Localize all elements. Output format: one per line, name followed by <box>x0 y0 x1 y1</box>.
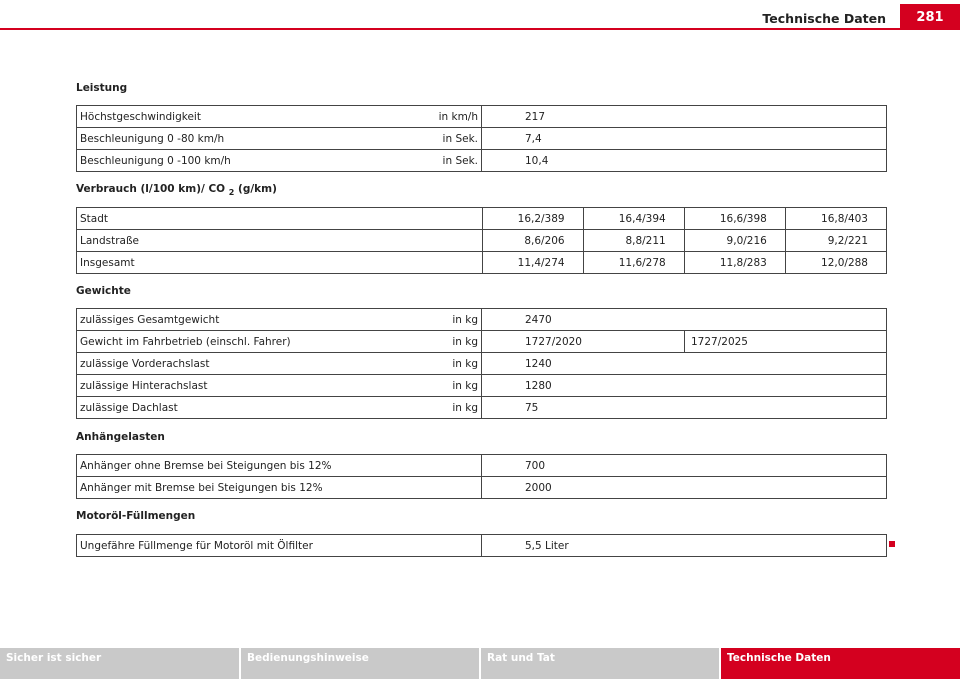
table-row <box>77 128 887 150</box>
row-value: 1280 <box>482 375 887 397</box>
row-label: Anhänger mit Bremse bei Steigungen bis 12% <box>77 477 482 499</box>
table-row <box>77 309 887 331</box>
page-title: Technische Daten <box>762 11 886 26</box>
table-gewichte <box>76 308 887 419</box>
row-value: 7,4 <box>482 128 887 150</box>
section-title-motoroel: Motoröl-Füllmengen <box>76 510 196 522</box>
table-leistung <box>76 105 887 172</box>
row-label-cell <box>77 375 482 397</box>
row-label: zulässige Hinterachslast <box>80 379 208 392</box>
row-label: Ungefähre Füllmenge für Motoröl mit Ölfilter <box>77 535 482 557</box>
row-label-cell <box>77 353 482 375</box>
row-label: Beschleunigung 0 -100 km/h <box>80 154 231 167</box>
table-row <box>77 106 887 128</box>
row-value: 9,2/221 <box>785 230 886 252</box>
section-title-verbrauch <box>76 183 277 197</box>
footer-tab-rat-und-tat[interactable]: Rat und Tat <box>481 648 719 679</box>
footer-nav <box>0 648 960 679</box>
row-label-cell <box>77 397 482 419</box>
page-number: 281 <box>900 4 960 30</box>
row-unit: in kg <box>452 401 478 414</box>
table-motoroel <box>76 534 887 557</box>
row-value: 5,5 Liter <box>482 535 887 557</box>
row-value: 1240 <box>482 353 887 375</box>
table-verbrauch <box>76 207 887 274</box>
table-row <box>77 477 887 499</box>
row-value: 16,6/398 <box>684 208 785 230</box>
row-label-cell <box>77 106 482 128</box>
row-unit: in kg <box>452 379 478 392</box>
row-label: Beschleunigung 0 -80 km/h <box>80 132 225 145</box>
row-value: 8,8/211 <box>583 230 684 252</box>
row-value: 9,0/216 <box>684 230 785 252</box>
row-label-cell <box>77 128 482 150</box>
table-row <box>77 331 887 353</box>
row-value: 217 <box>482 106 887 128</box>
verbrauch-title-main: Verbrauch (l/100 km)/ CO <box>76 183 226 195</box>
row-value: 2000 <box>482 477 887 499</box>
row-value: 16,8/403 <box>785 208 886 230</box>
row-label: Gewicht im Fahrbetrieb (einschl. Fahrer) <box>80 335 291 348</box>
table-row <box>77 535 887 557</box>
row-value: 16,2/389 <box>482 208 583 230</box>
footer-tab-bedienungshinweise[interactable]: Bedienungshinweise <box>241 648 479 679</box>
row-label: Landstraße <box>77 230 483 252</box>
row-label: zulässige Dachlast <box>80 401 178 414</box>
row-value: 11,8/283 <box>684 252 785 274</box>
row-unit: in Sek. <box>442 132 478 145</box>
table-row <box>77 208 887 230</box>
row-value: 16,4/394 <box>583 208 684 230</box>
table-row <box>77 252 887 274</box>
row-value-2: 1727/2025 <box>685 331 887 353</box>
table-row <box>77 455 887 477</box>
row-unit: in kg <box>452 357 478 370</box>
table-row <box>77 353 887 375</box>
row-label: Höchstgeschwindigkeit <box>80 110 201 123</box>
row-value: 10,4 <box>482 150 887 172</box>
row-label: zulässiges Gesamtgewicht <box>80 313 220 326</box>
verbrauch-title-sub: 2 <box>228 188 235 198</box>
row-label: Anhänger ohne Bremse bei Steigungen bis 12% <box>77 455 482 477</box>
row-label-cell <box>77 309 482 331</box>
row-value: 2470 <box>482 309 887 331</box>
table-anhaengelasten <box>76 454 887 499</box>
section-end-square-icon <box>889 541 895 547</box>
footer-tab-technische-daten[interactable]: Technische Daten <box>721 648 960 679</box>
header-rule <box>0 28 960 30</box>
section-title-leistung: Leistung <box>76 82 128 94</box>
row-value: 75 <box>482 397 887 419</box>
row-label-cell <box>77 331 482 353</box>
row-value: 12,0/288 <box>785 252 886 274</box>
footer-tab-sicher-ist-sicher[interactable]: Sicher ist sicher <box>0 648 239 679</box>
section-title-gewichte: Gewichte <box>76 285 131 297</box>
table-row <box>77 150 887 172</box>
row-value: 8,6/206 <box>482 230 583 252</box>
row-label: Insgesamt <box>77 252 483 274</box>
row-label: zulässige Vorderachslast <box>80 357 210 370</box>
row-unit: in Sek. <box>442 154 478 167</box>
row-label: Stadt <box>77 208 483 230</box>
verbrauch-title-suffix: (g/km) <box>234 183 277 195</box>
row-unit: in kg <box>452 335 478 348</box>
table-row <box>77 397 887 419</box>
row-label-cell <box>77 150 482 172</box>
table-row <box>77 375 887 397</box>
row-unit: in km/h <box>438 110 478 123</box>
table-row <box>77 230 887 252</box>
section-title-anhaengelasten: Anhängelasten <box>76 431 165 443</box>
row-value: 700 <box>482 455 887 477</box>
row-unit: in kg <box>452 313 478 326</box>
row-value: 1727/2020 <box>482 331 685 353</box>
row-value: 11,4/274 <box>482 252 583 274</box>
row-value: 11,6/278 <box>583 252 684 274</box>
